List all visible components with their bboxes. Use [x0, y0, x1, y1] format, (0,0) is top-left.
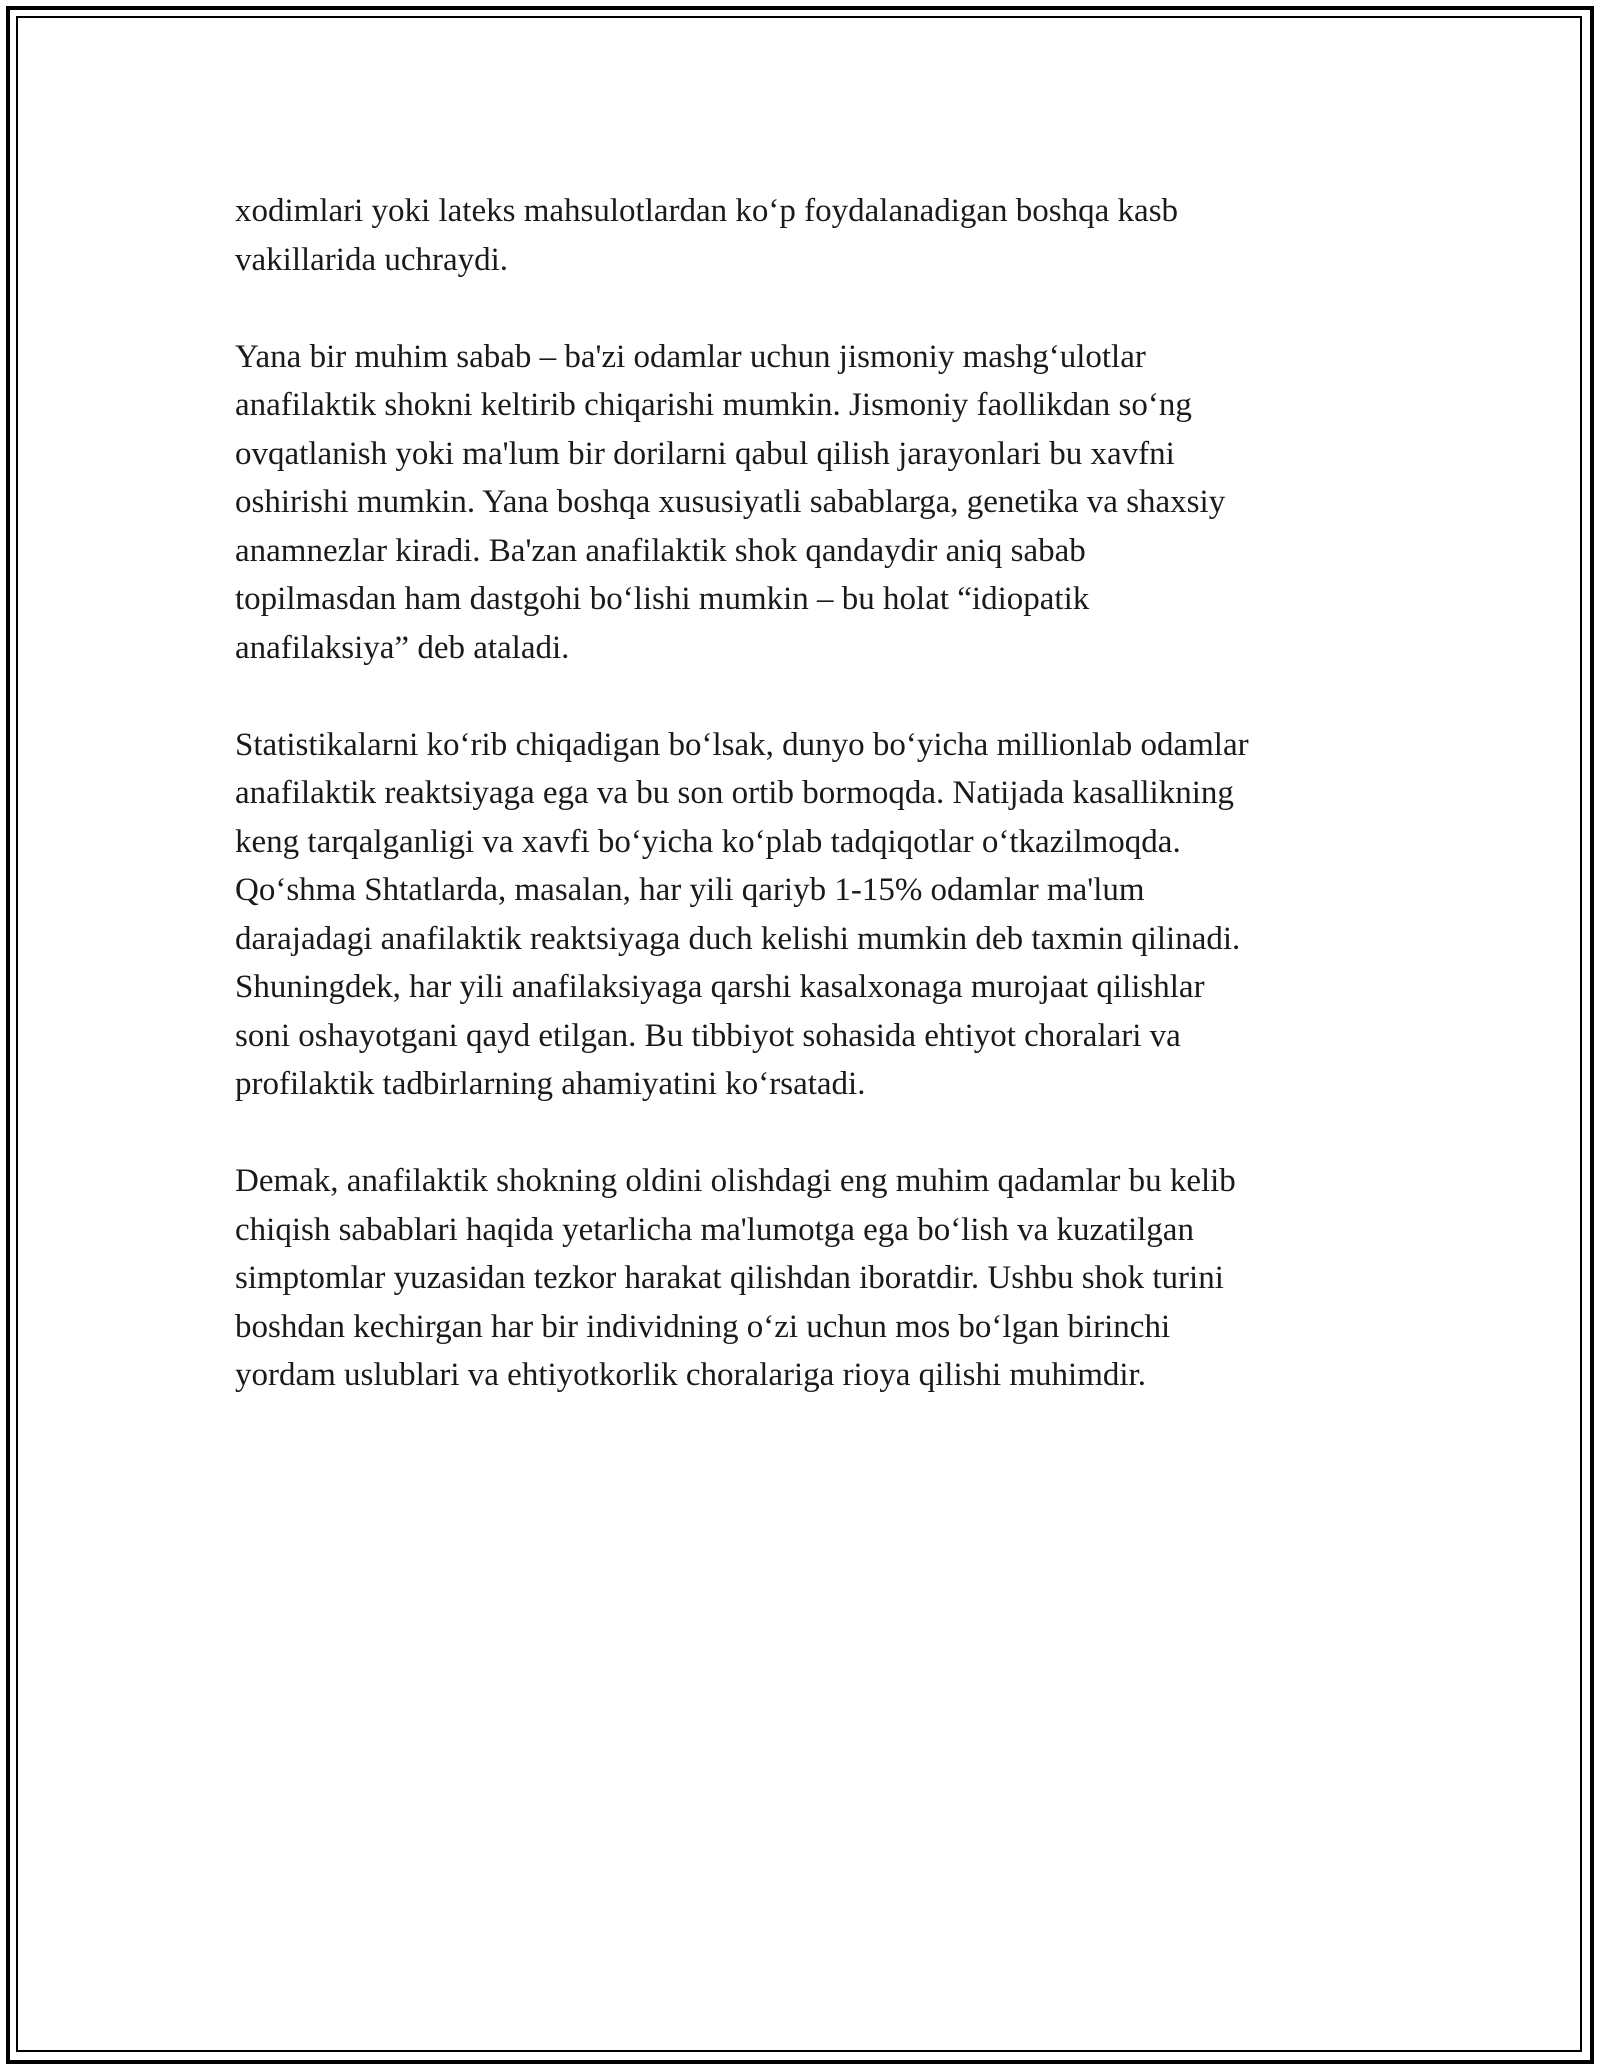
text-line: anafilaksiya” deb ataladi. [235, 629, 570, 666]
document-body [235, 187, 1375, 1448]
text-line: topilmasdan ham dastgohi bo‘lishi mumkin – bu holat “idiopatik [235, 581, 1090, 617]
paragraph [235, 187, 1375, 284]
text-line: darajadagi anafilaktik reaktsiyaga duch kelishi mumkin deb taxmin qilinadi. [235, 920, 1241, 957]
text-line: Statistikalarni ko‘rib chiqadigan bo‘lsak, dunyo bo‘yicha millionlab odamlar [235, 726, 1249, 763]
text-line: chiqish sabablari haqida yetarlicha ma'lumotga ega bo‘lish va kuzatilgan [235, 1211, 1194, 1248]
text-line: anafilaktik shokni keltirib chiqarishi mumkin. Jismoniy faollikdan so‘ng [235, 387, 1192, 423]
text-line: anafilaktik reaktsiyaga ega va bu son ortib bormoqda. Natijada kasallikning [235, 775, 1234, 811]
text-line: boshdan kechirgan har bir individning o‘zi uchun mos bo‘lgan birinchi [235, 1308, 1171, 1345]
paragraph [235, 721, 1375, 1109]
text-line: profilaktik tadbirlarning ahamiyatini ko‘rsatadi. [235, 1066, 866, 1102]
text-line: soni oshayotgani qayd etilgan. Bu tibbiyot sohasida ehtiyot choralari va [235, 1017, 1181, 1054]
paragraph [235, 333, 1375, 673]
text-line: Yana bir muhim sabab – ba'zi odamlar uchun jismoniy mashg‘ulotlar [235, 338, 1146, 375]
text-line: vakillarida uchraydi. [235, 241, 509, 278]
text-line: Qo‘shma Shtatlarda, masalan, har yili qariyb 1-15% odamlar ma'lum [235, 872, 1145, 908]
text-line: ovqatlanish yoki ma'lum bir dorilarni qabul qilish jarayonlari bu xavfni [235, 435, 1175, 472]
text-line: simptomlar yuzasidan tezkor harakat qilishdan iboratdir. Ushbu shok turini [235, 1260, 1224, 1296]
text-line: yordam uslublari va ehtiyotkorlik choralariga rioya qilishi muhimdir. [235, 1357, 1146, 1393]
text-line: keng tarqalganligi va xavfi bo‘yicha ko‘plab tadqiqotlar o‘tkazilmoqda. [235, 823, 1181, 860]
text-line: anamnezlar kiradi. Ba'zan anafilaktik shok qandaydir aniq sabab [235, 532, 1086, 569]
text-line: oshirishi mumkin. Yana boshqa xususiyatli sabablarga, genetika va shaxsiy [235, 484, 1226, 520]
text-line: xodimlari yoki lateks mahsulotlardan ko‘p foydalanadigan boshqa kasb [235, 193, 1179, 229]
text-line: Shuningdek, har yili anafilaksiyaga qarshi kasalxonaga murojaat qilishlar [235, 969, 1205, 1005]
paragraph [235, 1157, 1375, 1400]
text-line: Demak, anafilaktik shokning oldini olishdagi eng muhim qadamlar bu kelib [235, 1163, 1236, 1199]
